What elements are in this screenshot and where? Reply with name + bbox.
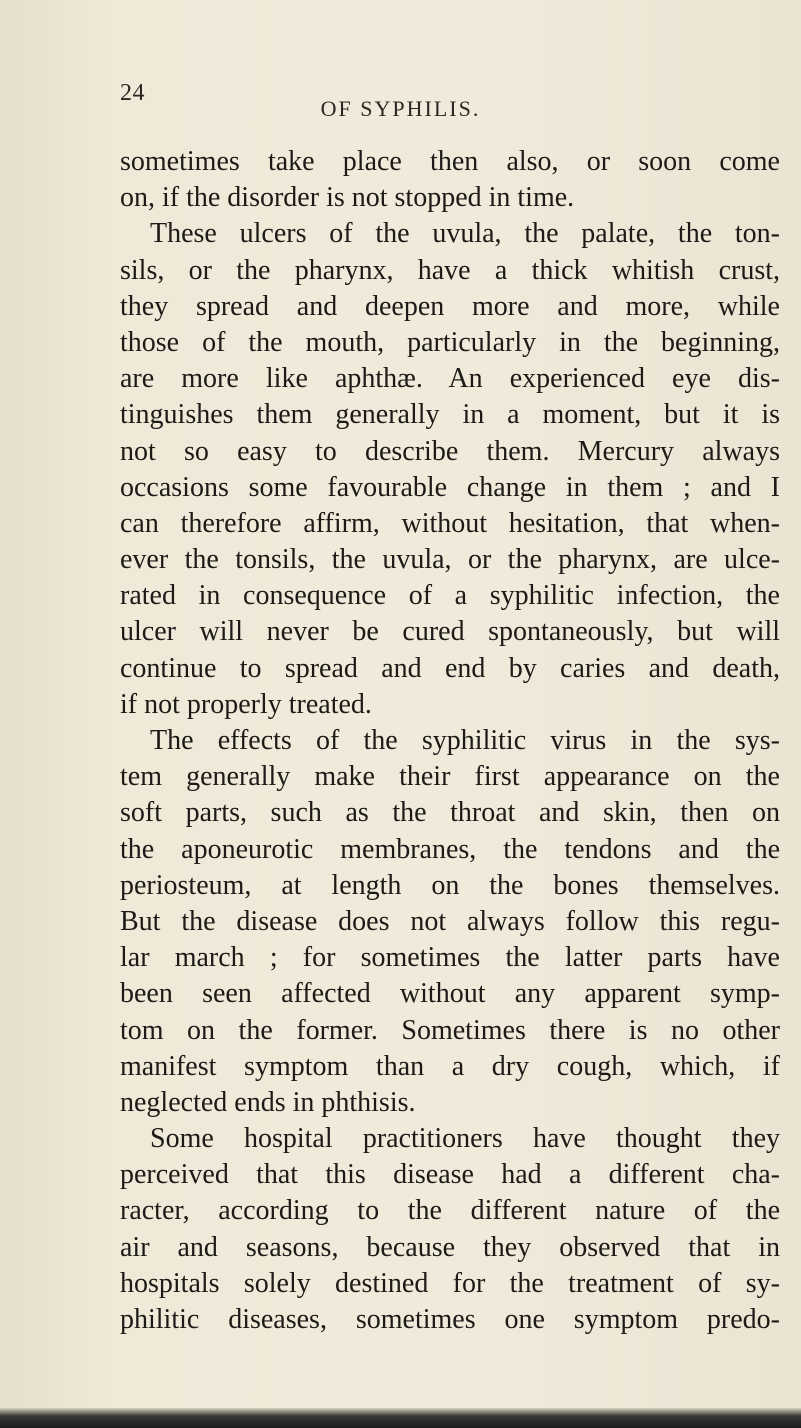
- text-line: racter, according to the different nature of the: [120, 1195, 780, 1227]
- text-line: sometimes take place then also, or soon come: [120, 146, 780, 177]
- body-text: [120, 144, 780, 1338]
- text-line: the aponeurotic membranes, the tendons and the: [120, 833, 780, 865]
- text-line: tem generally make their first appearance on the: [120, 761, 780, 793]
- text-line: air and seasons, because they observed that in: [120, 1231, 780, 1263]
- page-bottom-edge: [0, 1408, 801, 1428]
- text-line: they spread and deepen more and more, while: [120, 290, 780, 322]
- text-line: been seen affected without any apparent symp-: [120, 978, 780, 1010]
- text-line: philitic diseases, sometimes one symptom predo-: [120, 1304, 780, 1335]
- text-line: sils, or the pharynx, have a thick whitish crust,: [120, 254, 780, 286]
- text-line: can therefore affirm, without hesitation, that when-: [120, 507, 780, 539]
- text-line: are more like aphthæ. An experienced eye dis-: [120, 363, 780, 395]
- page-number: 24: [120, 80, 145, 106]
- text-line: tinguishes them generally in a moment, but it is: [120, 399, 780, 431]
- text-line: on, if the disorder is not stopped in time.: [120, 182, 575, 214]
- text-line: Some hospital practitioners have thought they: [150, 1123, 780, 1155]
- text-line: ulcer will never be cured spontaneously, but will: [120, 616, 780, 648]
- text-line: occasions some favourable change in them ; and I: [120, 471, 780, 503]
- running-title: OF SYPHILIS.: [320, 96, 481, 121]
- text-line: These ulcers of the uvula, the palate, the ton-: [150, 218, 780, 250]
- text-line: soft parts, such as the throat and skin, then on: [120, 797, 780, 829]
- text-line: if not properly treated.: [120, 688, 372, 720]
- text-line: rated in consequence of a syphilitic infection, the: [120, 580, 780, 612]
- text-line: periosteum, at length on the bones themselves.: [120, 869, 780, 901]
- text-line: neglected ends in phthisis.: [120, 1086, 416, 1118]
- text-line: those of the mouth, particularly in the beginning,: [120, 326, 780, 358]
- text-line: The effects of the syphilitic virus in the sys-: [150, 725, 780, 756]
- text-line: not so easy to describe them. Mercury always: [120, 435, 780, 467]
- text-line: continue to spread and end by caries and death,: [120, 652, 780, 684]
- text-line: manifest symptom than a dry cough, which, if: [120, 1050, 780, 1082]
- text-line: But the disease does not always follow this regu-: [120, 905, 780, 937]
- text-line: hospitals solely destined for the treatment of sy-: [120, 1267, 780, 1299]
- text-line: tom on the former. Sometimes there is no other: [120, 1014, 780, 1046]
- text-line: lar march ; for sometimes the latter parts have: [120, 942, 780, 974]
- text-line: ever the tonsils, the uvula, or the pharynx, are ulce-: [120, 544, 780, 576]
- text-line: perceived that this disease had a different cha-: [120, 1159, 780, 1191]
